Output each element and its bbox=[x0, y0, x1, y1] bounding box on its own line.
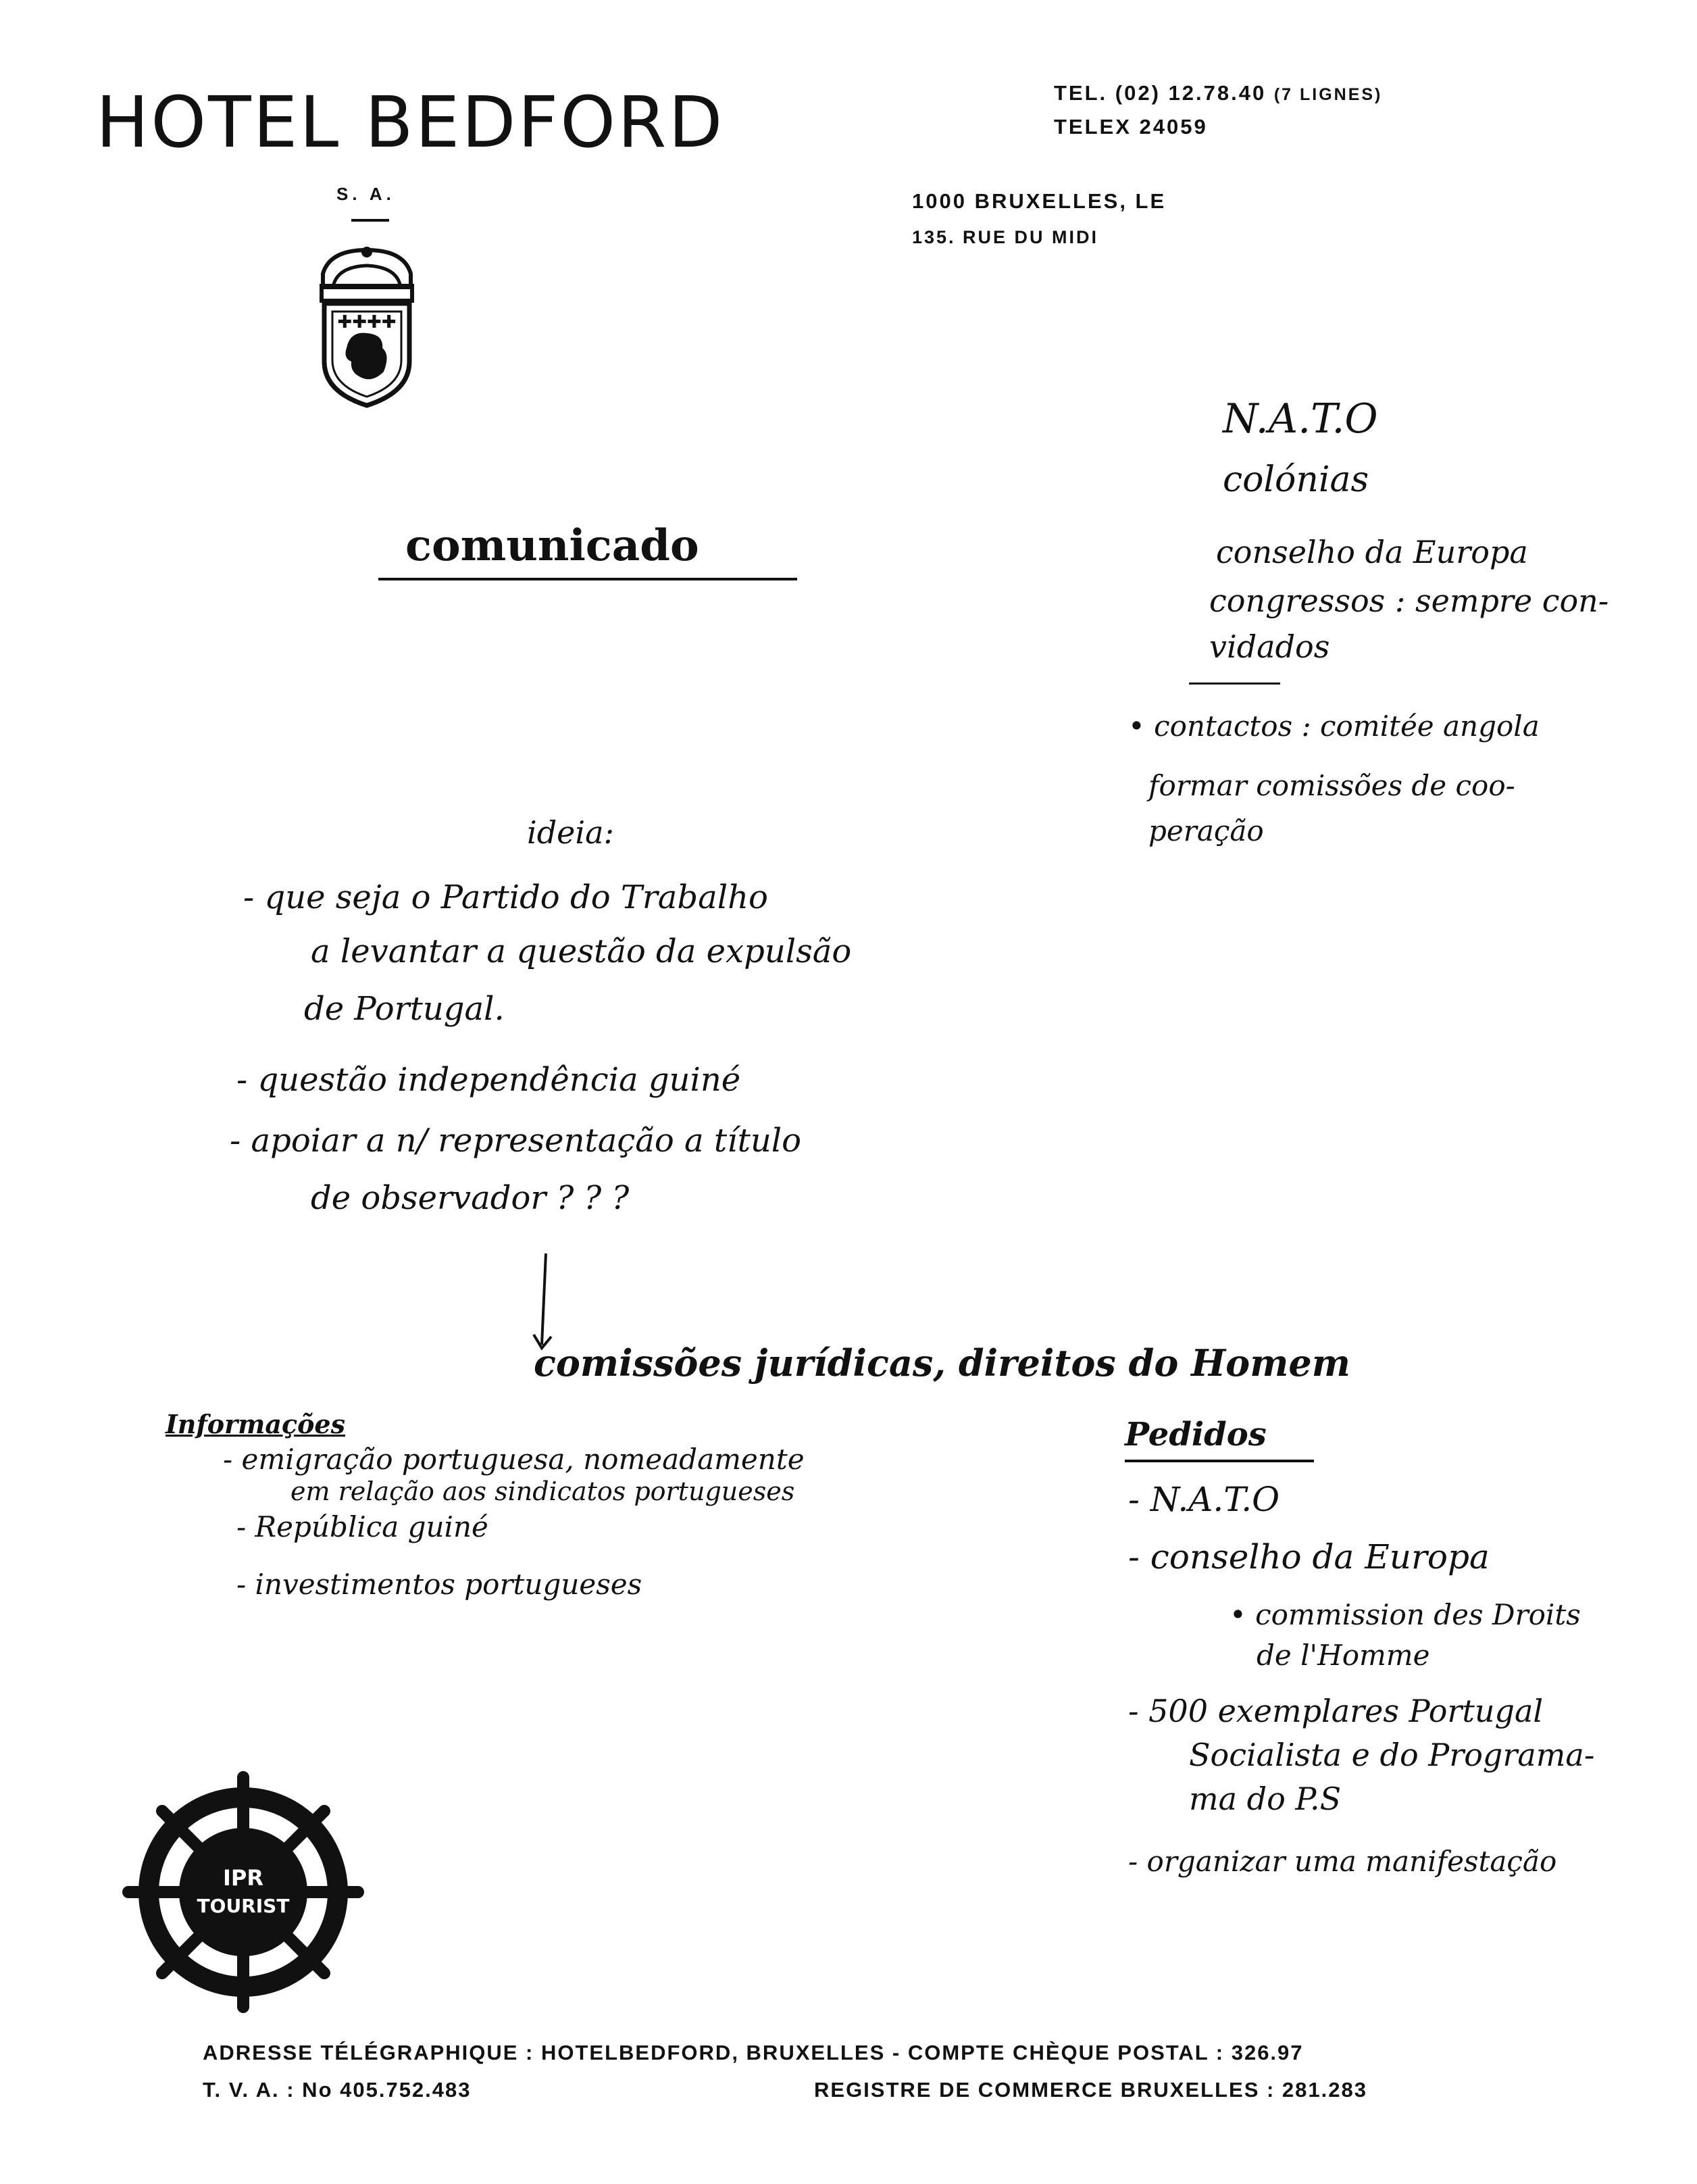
note-comissoes: formar comissões de coo- bbox=[1148, 769, 1515, 802]
pedido-item: - N.A.T.O bbox=[1128, 1480, 1280, 1519]
pedido-item: ma do P.S bbox=[1189, 1781, 1342, 1817]
ideia-line: - apoiar a n/ representação a título bbox=[230, 1122, 802, 1160]
ideia-line: a levantar a questão da expulsão bbox=[311, 933, 852, 970]
divider bbox=[351, 219, 389, 222]
ideia-line: de Portugal. bbox=[304, 990, 505, 1028]
informacoes-heading: Informações bbox=[166, 1409, 345, 1439]
pedido-item: - 500 exemplares Portugal bbox=[1128, 1693, 1544, 1729]
street-address: 135. RUE DU MIDI bbox=[912, 227, 1099, 247]
title-underline bbox=[378, 578, 797, 580]
ideia-line: - questão independência guiné bbox=[236, 1061, 741, 1099]
note-congressos: congressos : sempre con- bbox=[1209, 582, 1609, 619]
info-line: - investimentos portugueses bbox=[236, 1568, 642, 1601]
note-contactos: • contactos : comitée angola bbox=[1128, 710, 1540, 743]
telephone-lines: (7 LIGNES) bbox=[1273, 85, 1383, 104]
note-colonias: colónias bbox=[1223, 460, 1369, 500]
info-line: - República guiné bbox=[236, 1510, 488, 1543]
telephone bbox=[1054, 81, 1382, 105]
footer-line-1: ADRESSE TÉLÉGRAPHIQUE : HOTELBEDFORD, BRUXELLES - COMPTE CHÈQUE POSTAL : 326.97 bbox=[203, 2041, 1304, 2064]
stamp-text: TOURIST bbox=[197, 1895, 290, 1917]
info-line: - emigração portuguesa, nomeadamente bbox=[223, 1443, 805, 1476]
page-title: comunicado bbox=[405, 520, 699, 571]
arrow-note: comissões jurídicas, direitos do Homem bbox=[534, 1341, 1350, 1385]
company-type: S. A. bbox=[336, 184, 395, 204]
hotel-name: HOTEL BEDFORD bbox=[96, 81, 725, 164]
note-conselho: conselho da Europa bbox=[1216, 534, 1528, 570]
city-line: 1000 BRUXELLES, LE bbox=[912, 189, 1167, 213]
pedidos-underline bbox=[1125, 1460, 1314, 1462]
pedido-item: de l'Homme bbox=[1257, 1639, 1430, 1672]
stamp-text: IPR bbox=[223, 1865, 263, 1891]
note-nato: N.A.T.O bbox=[1223, 395, 1378, 443]
ship-wheel-stamp-icon bbox=[122, 1770, 365, 2014]
info-line: em relação aos sindicatos portugueses bbox=[290, 1476, 795, 1506]
telephone-number: TEL. (02) 12.78.40 bbox=[1054, 81, 1267, 105]
footer-registre: REGISTRE DE COMMERCE BRUXELLES : 281.283 bbox=[814, 2078, 1367, 2102]
svg-text:✚✚✚✚: ✚✚✚✚ bbox=[337, 312, 397, 332]
footer-tva: T. V. A. : No 405.752.483 bbox=[203, 2078, 472, 2102]
pedidos-heading: Pedidos bbox=[1125, 1416, 1267, 1454]
ideia-line: - que seja o Partido do Trabalho bbox=[243, 878, 768, 916]
note-cooperacao: peração bbox=[1148, 814, 1264, 847]
note-convidados: vidados bbox=[1209, 628, 1330, 665]
pedido-item: - conselho da Europa bbox=[1128, 1537, 1490, 1577]
pedido-item: • commission des Droits bbox=[1230, 1598, 1581, 1631]
ideia-line: de observador ? ? ? bbox=[311, 1179, 630, 1217]
pedido-item: - organizar uma manifestação bbox=[1128, 1845, 1557, 1878]
note-underline bbox=[1189, 682, 1280, 685]
ideia-heading: ideia: bbox=[527, 814, 615, 851]
crest-icon bbox=[309, 247, 424, 409]
telex: TELEX 24059 bbox=[1054, 115, 1208, 139]
pedido-item: Socialista e do Programa- bbox=[1189, 1737, 1595, 1773]
